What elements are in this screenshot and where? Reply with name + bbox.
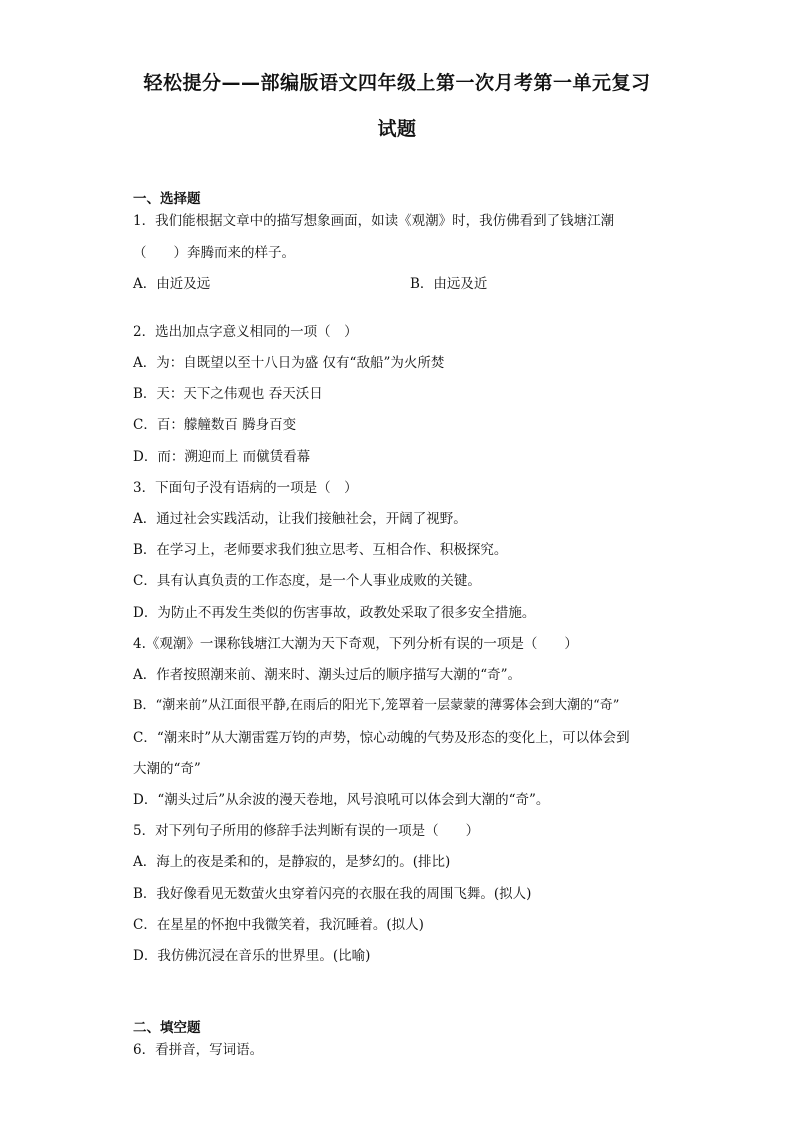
question-6-stem: 6．看拼音，写词语。 [133,1042,264,1058]
question-5-option-c: C．在星星的怀抱中我微笑着，我沉睡着。(拟人) [133,917,424,933]
question-3-stem: 3．下面句子没有语病的一项是（ ） [133,480,358,496]
question-5-option-a: A．海上的夜是柔和的，是静寂的，是梦幻的。(排比) [133,854,451,870]
question-4-option-d: D．“潮头过后”从余波的漫天卷地，风号浪吼可以体会到大潮的“奇”。 [133,792,550,808]
document-title-line1: 轻松提分——部编版语文四年级上第一次月考第一单元复习 [143,72,651,94]
question-4-option-c-continued: 大潮的“奇” [133,761,201,777]
question-1-option-a: A．由近及远 [133,276,211,292]
question-4-option-a: A．作者按照潮来前、潮来时、潮头过后的顺序描写大潮的“奇”。 [133,667,522,683]
section-heading-choice: 一、选择题 [133,191,201,207]
question-5-option-d: D．我仿佛沉浸在音乐的世界里。(比喻) [133,948,371,964]
question-4-option-b: B．“潮来前”从江面很平静,在雨后的阳光下,笼罩着一层蒙蒙的薄雾体会到大潮的“奇” [133,698,620,713]
question-3-option-b: B．在学习上，老师要求我们独立思考、互相合作、积极探究。 [133,542,508,558]
question-1-stem-line1: 1．我们能根据文章中的描写想象画面，如读《观潮》时，我仿佛看到了钱塘江潮 [133,213,615,229]
document-title-line2: 试题 [377,118,417,140]
question-3-option-a: A．通过社会实践活动，让我们接触社会，开阔了视野。 [133,511,467,527]
question-3-option-c: C．具有认真负责的工作态度，是一个人事业成败的关键。 [133,573,481,589]
question-5-option-b: B．我好像看见无数萤火虫穿着闪亮的衣服在我的周围飞舞。(拟人) [133,886,532,902]
question-1-stem-line2: （ ）奔腾而来的样子。 [133,245,295,261]
question-2-stem: 2．选出加点字意义相同的一项（ ） [133,324,358,340]
question-4-option-c: C．“潮来时”从大潮雷霆万钧的声势，惊心动魄的气势及形态的变化上，可以体会到 [133,730,630,746]
section-heading-fill-in: 二、填空题 [133,1020,201,1036]
question-1-option-b: B．由远及近 [410,276,488,292]
question-4-stem: 4.《观潮》一课称钱塘江大潮为天下奇观，下列分析有误的一项是（ ） [133,636,578,652]
question-3-option-d: D．为防止不再发生类似的伤害事故，政教处采取了很多安全措施。 [133,605,536,621]
question-2-option-d: D．而：溯迎而上 而僦赁看幕 [133,449,311,465]
question-2-option-a: A．为：自既望以至十八日为盛 仅有“敌船”为火所焚 [133,355,445,371]
question-2-option-b: B．天：天下之伟观也 吞天沃日 [133,386,323,402]
question-2-option-c: C．百：艨艟数百 腾身百变 [133,417,297,433]
question-5-stem: 5．对下列句子所用的修辞手法判断有误的一项是（ ） [133,823,480,839]
